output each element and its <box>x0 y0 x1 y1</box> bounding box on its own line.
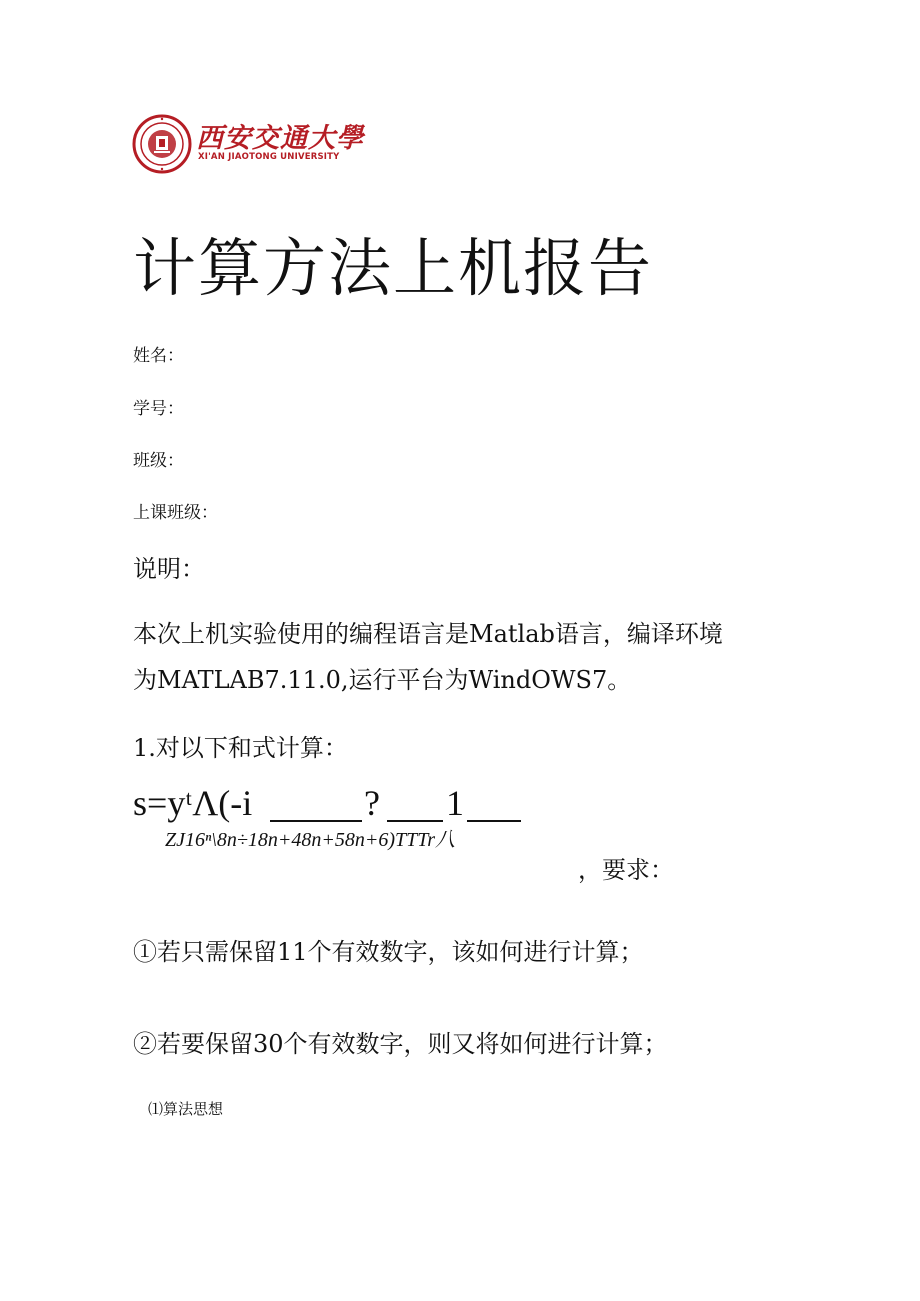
field-course-class: 上课班级： <box>133 503 218 523</box>
formula-underline-2 <box>387 820 443 822</box>
report-title: 计算方法上机报告 <box>133 232 653 305</box>
field-name: 姓名： <box>133 346 184 366</box>
note-line-2: 为MATLAB7.11.0,运行平台为WindOWS7。 <box>133 666 632 694</box>
logo-chinese-name: 西安交通大學 <box>196 123 364 154</box>
formula-underline-3 <box>467 820 521 822</box>
requirement-1: ①若只需保留11个有效数字，该如何进行计算； <box>133 938 644 966</box>
university-logo <box>132 112 364 176</box>
formula-mid-1: ? <box>364 783 380 823</box>
formula-mid-2: 1 <box>446 783 464 823</box>
formula-underline-1 <box>270 820 362 822</box>
field-class: 班级： <box>133 451 184 471</box>
section-algorithm-idea: ⑴算法思想 <box>148 1100 224 1118</box>
formula-denominator: ZJ16ⁿ\8n÷18n+48n+58n+6)TTTr八 <box>165 829 456 851</box>
field-student-id: 学号： <box>133 399 184 419</box>
requirement-tail: ，要求： <box>578 856 674 884</box>
note-heading: 说明： <box>133 555 205 583</box>
note-line-1: 本次上机实验使用的编程语言是Matlab语言，编译环境 <box>133 620 723 648</box>
logo-english-name: XI'AN JIAOTONG UNIVERSITY <box>198 152 340 162</box>
formula-main: s=yᵗΛ(-i <box>133 783 253 823</box>
requirement-2: ②若要保留30个有效数字，则又将如何进行计算； <box>133 1030 668 1058</box>
problem-heading: 1.对以下和式计算： <box>133 734 348 762</box>
university-seal-icon <box>132 114 192 174</box>
